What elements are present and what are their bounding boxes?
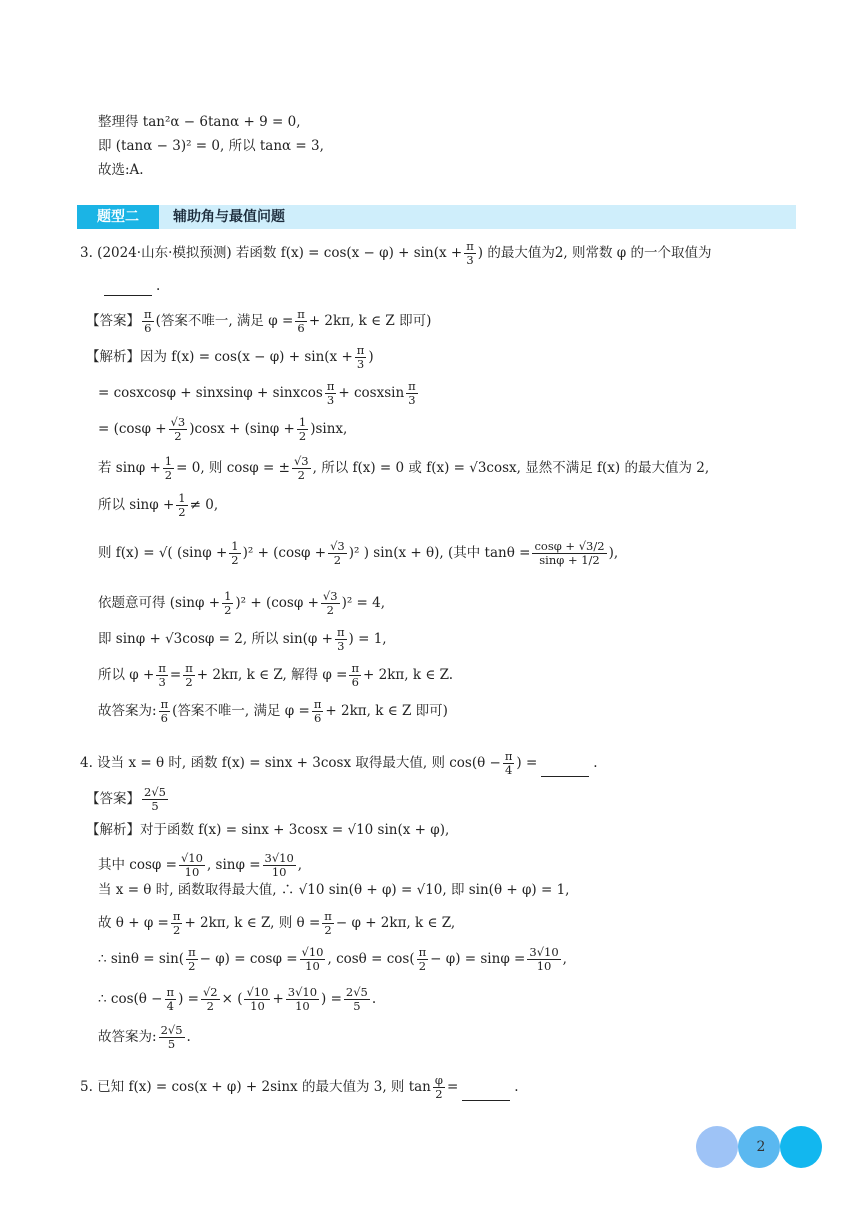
section-header [77,205,796,229]
footer-circle-left [696,1126,738,1168]
q3-answer: 【答案】 $\frac{\pi}{6}$ (答案不唯一, 满足 φ = $\frac{\pi}{6}$ + 2kπ, k ∈ Z 即可) [86,307,432,335]
q4-analysis-line-7: 故答案为: $\frac{2√5}{5}$ . [98,1023,191,1051]
answer-blank[interactable] [541,762,589,777]
q3-analysis-line-4: 若 sinφ + $\frac{1}{2}$ = 0, 则 cosφ = ± $\frac{√3}{2}$ , 所以 f(x) = 0 或 f(x) = √3cosx, 显然不满足 f(x) 的最大值为 2, [98,454,710,482]
q4-stem: 4. 设当 x = θ 时, 函数 f(x) = sinx + 3cosx 取得最大值, 则 cos(θ − $\frac{\pi}{4}$ ) = . [80,749,598,777]
q3-analysis-line-7: 依题意可得 (sinφ + $\frac{1}{2}$ )² + (cosφ + $\frac{√3}{2}$ )² = 4, [98,589,386,617]
q3-analysis-line-2: = cosxcosφ + sinxsinφ + sinxcos $\frac{\pi}{3}$ + cosxsin $\frac{\pi}{3}$ [98,379,416,407]
prev-solution-line-2: 即 (tanα − 3)² = 0, 所以 tanα = 3, [98,138,324,154]
answer-blank[interactable] [462,1086,510,1101]
section-tag: 题型二 [77,205,159,229]
q3-analysis-line-8: 即 sinφ + √3cosφ = 2, 所以 sin(φ + $\frac{\pi}{3}$ ) = 1, [98,625,387,653]
section-title: 辅助角与最值问题 [173,209,285,225]
q3-analysis-line-5: 所以 sinφ + $\frac{1}{2}$ ≠ 0, [98,491,219,519]
footer-circle-right [780,1126,822,1168]
q4-analysis-line-6: ∴ cos(θ − $\frac{\pi}{4}$ ) = $\frac{√2}{2}$ × ( $\frac{√10}{10}$ + $\frac{3√10}{10}$ ) = $\frac{2√5}{5}$ . [98,985,377,1013]
q3-analysis-line-10: 故答案为: $\frac{\pi}{6}$ (答案不唯一, 满足 φ = $\frac{\pi}{6}$ + 2kπ, k ∈ Z 即可) [98,697,448,725]
fraction: $\frac{\pi}{3}$ [466,239,474,267]
prev-solution-line-1: 整理得 tan²α − 6tanα + 9 = 0, [98,114,301,130]
q4-analysis-line-5: ∴ sinθ = sin( $\frac{\pi}{2}$ − φ) = cosφ = $\frac{√10}{10}$ , cosθ = cos( $\frac{\pi}{2}$ − φ) = sinφ = $\frac{3√10}{10}$ , [98,945,567,973]
q3-analysis-line-9: 所以 φ + $\frac{\pi}{3}$ = $\frac{\pi}{2}$ + 2kπ, k ∈ Z, 解得 φ = $\frac{\pi}{6}$ + 2kπ, k ∈ Z. [98,661,454,689]
q3-analysis-line-1: 【解析】因为 f(x) = cos(x − φ) + sin(x + $\frac{\pi}{3}$ ) [86,343,374,371]
q4-analysis-line-3: 当 x = θ 时, 函数取得最大值, ∴ √10 sin(θ + φ) = √10, 即 sin(θ + φ) = 1, [98,882,570,898]
q4-analysis-line-4: 故 θ + φ = $\frac{\pi}{2}$ + 2kπ, k ∈ Z, 则 θ = $\frac{\pi}{2}$ − φ + 2kπ, k ∈ Z, [98,909,456,937]
q3-analysis-line-6: 则 f(x) = √( (sinφ + $\frac{1}{2}$ )² + (cosφ + $\frac{√3}{2}$ )² ) sin(x + θ), (其中 tanθ = $\frac{\cos\varphi + √3/2}{\sin\varphi + 1/2}$ ), [98,539,619,567]
answer-blank[interactable] [104,281,152,296]
q5-stem: 5. 已知 f(x) = cos(x + φ) + 2sinx 的最大值为 3, 则 tan $\frac{\varphi}{2}$ = . [80,1073,519,1101]
prev-solution-line-3: 故选:A. [98,162,144,178]
q3-analysis-line-3: = (cosφ + $\frac{√3}{2}$ )cosx + (sinφ + $\frac{1}{2}$ )sinx, [98,415,348,443]
q3-blank-line: . [100,276,160,296]
page-number: 2 [756,1139,766,1155]
q4-analysis-line-1: 【解析】对于函数 f(x) = sinx + 3cosx = √10 sin(x + φ), [86,822,450,838]
q3-stem: 3. (2024·山东·模拟预测) 若函数 f(x) = cos(x − φ) + sin(x + $\frac{\pi}{3}$ ) 的最大值为2, 则常数 φ 的一个取值为 [80,239,712,267]
q4-answer: 【答案】 $\frac{2√5}{5}$ [86,785,166,813]
q4-analysis-line-2: 其中 cosφ = $\frac{√10}{10}$ , sinφ = $\frac{3√10}{10}$ , [98,851,303,879]
